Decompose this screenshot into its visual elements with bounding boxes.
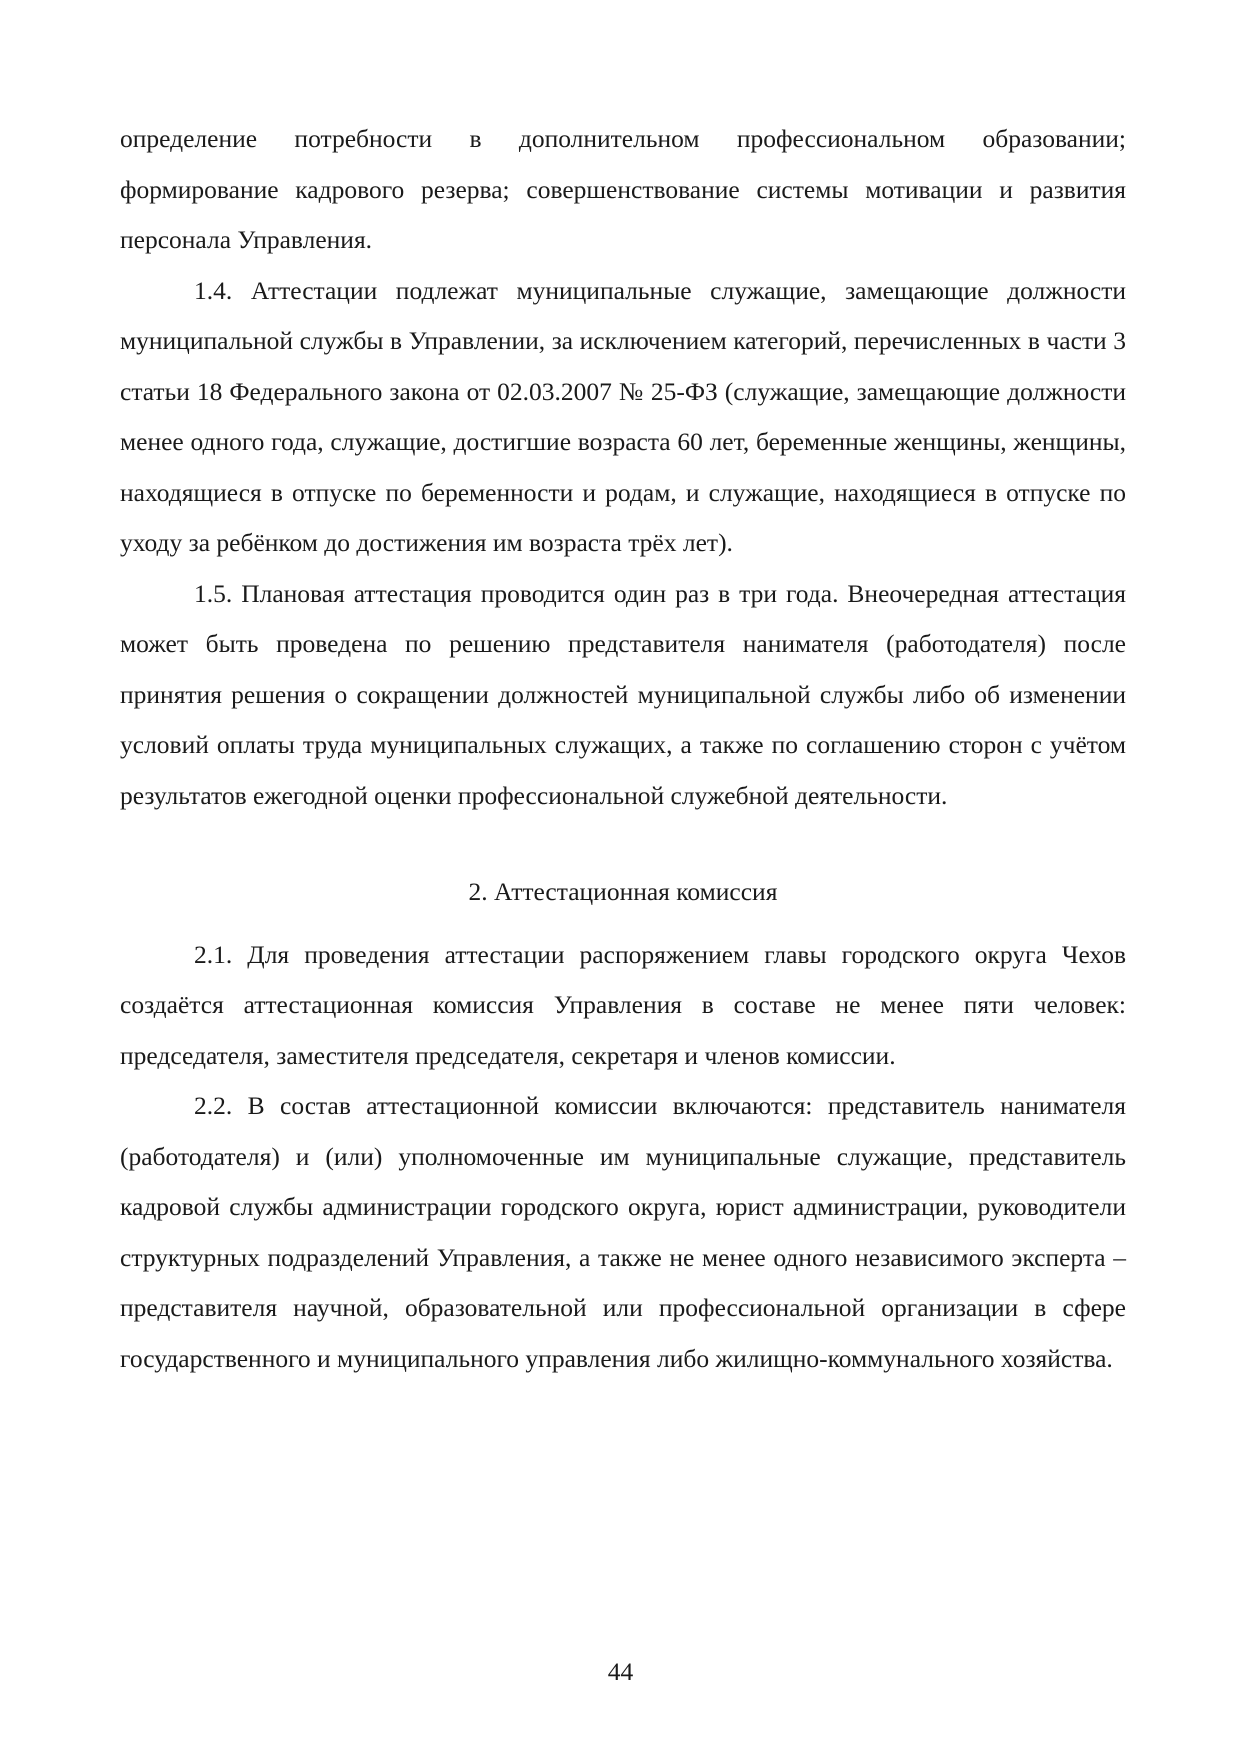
page-body — [120, 114, 1126, 1384]
paragraph-2-1: 2.1. Для проведения аттестации распоряжением главы городского округа Чехов создаётся аттестационная комиссия Управления в составе не менее пяти человек: председателя, заместителя председателя, секретаря и членов комиссии. — [120, 939, 1126, 1070]
paragraph-2-2: 2.2. В состав аттестационной комиссии включаются: представитель нанимателя (работодателя) и (или) уполномоченные им муниципальные служащие, представитель кадровой службы администрации городского округа, юрист администрации, руководители структурных подразделений Управления, а также не менее одного независимого эксперта – представителя научной, образовательной или профессиональной организации в сфере государственного и муниципального управления либо жилищно-коммунального хозяйства. — [120, 1091, 1126, 1373]
paragraph-1-5: 1.5. Плановая аттестация проводится один раз в три года. Внеочередная аттестация может быть проведена по решению представителя нанимателя (работодателя) после принятия решения о сокращении должностей муниципальной службы либо об изменении условий оплаты труда муниципальных служащих, а также по соглашению сторон с учётом результатов ежегодной оценки профессиональной служебной деятельности. — [120, 578, 1126, 810]
paragraph-intro-continuation: определение потребности в дополнительном профессиональном образовании; формирование кадрового резерва; совершенствование системы мотивации и развития персонала Управления. — [120, 124, 1126, 254]
page-number: 44 — [607, 1657, 634, 1686]
paragraph-1-4: 1.4. Аттестации подлежат муниципальные служащие, замещающие должности муниципальной службы в Управлении, за исключением категорий, перечисленных в части 3 статьи 18 Федерального закона от 02.03.2007 № 25-ФЗ (служащие, замещающие должности менее одного года, служащие, достигшие возраста 60 лет, беременные женщины, женщины, находящиеся в отпуске по беременности и родам, и служащие, находящиеся в отпуске по уходу за ребёнком до достижения им возраста трёх лет). — [120, 275, 1126, 557]
section-heading: 2. Аттестационная комиссия — [468, 877, 778, 906]
